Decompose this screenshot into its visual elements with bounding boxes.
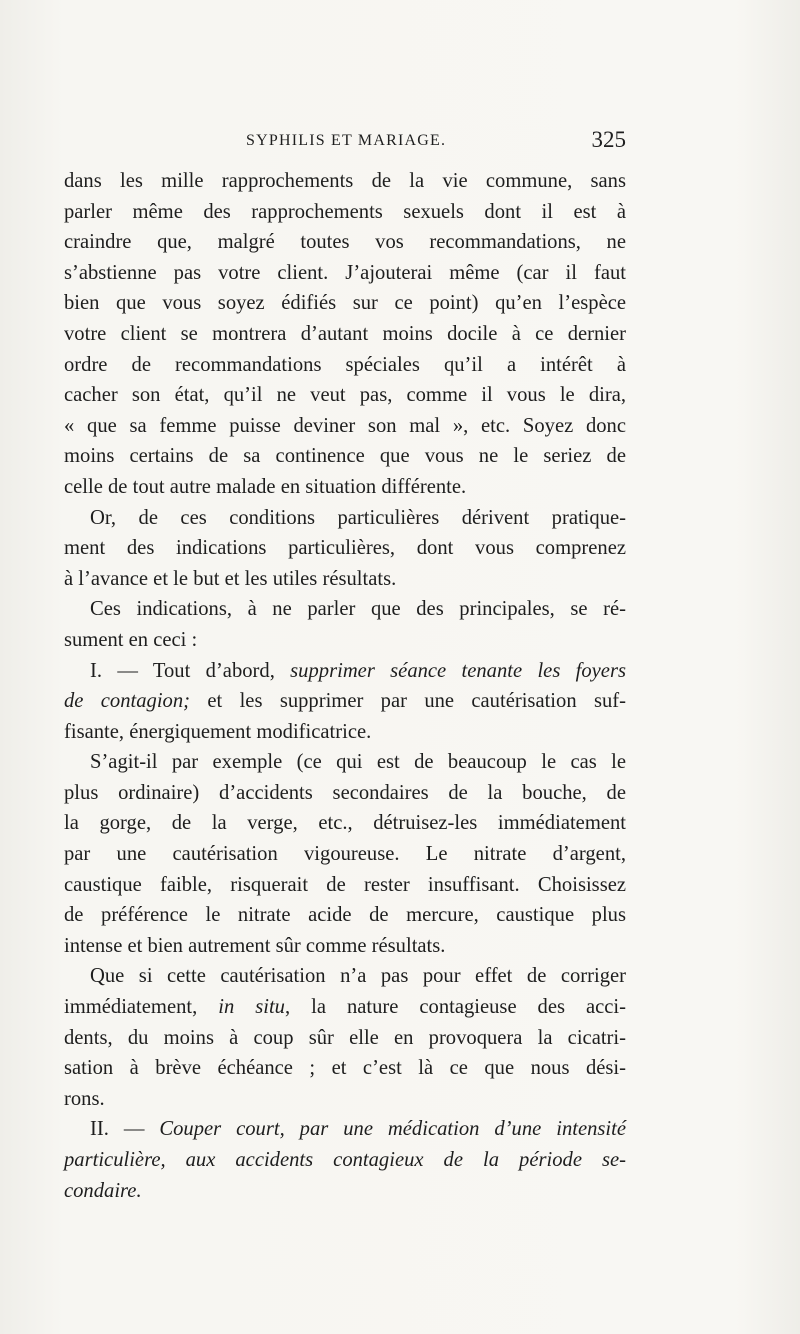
text-line: rons.	[64, 1087, 105, 1110]
text-line: intense et bien autrement sûr comme résultats.	[64, 934, 446, 957]
text-line: « que sa femme puisse deviner son mal », etc. Soyez donc	[64, 414, 626, 437]
running-title: SYPHILIS ET MARIAGE.	[246, 132, 447, 149]
text-line: parler même des rapprochements sexuels dont il est à	[64, 200, 626, 223]
text-line: s’abstienne pas votre client. J’ajouterai même (car il faut	[64, 261, 626, 284]
text-line	[64, 686, 626, 717]
text-line: par une cautérisation vigoureuse. Le nitrate d’argent,	[64, 843, 626, 866]
page-header	[246, 127, 626, 158]
text-line: votre client se montrera d’autant moins docile à ce dernier	[64, 322, 626, 345]
section-two-lead: II. —	[90, 1118, 160, 1141]
text-line: particulière, aux accidents contagieux de la période se-	[64, 1149, 626, 1171]
text-line: sation à brève échéance ; et c’est là ce que nous dési-	[64, 1057, 626, 1080]
text-line: condaire.	[64, 1179, 142, 1202]
italic-phrase: in situ	[218, 996, 285, 1019]
text-line: la gorge, de la verge, etc., détruisez-les immédiatement	[64, 812, 626, 835]
text-line: celle de tout autre malade en situation différente.	[64, 475, 467, 498]
text-line: à l’avance et le but et les utiles résultats.	[64, 567, 397, 590]
text-line: moins certains de sa continence que vous ne le seriez de	[64, 445, 626, 468]
text-line: Ces indications, à ne parler que des principales, se ré-	[90, 598, 626, 621]
text-line: plus ordinaire) d’accidents secondaires de la bouche, de	[64, 781, 626, 804]
text-line: caustique faible, risquerait de rester insuffisant. Choisissez	[64, 873, 626, 896]
text-run: et les supprimer par une cautérisation suf-	[190, 690, 626, 713]
text-run: , la nature contagieuse des acci-	[284, 996, 626, 1019]
text-line: bien que vous soyez édifiés sur ce point) qu’en l’espèce	[64, 292, 626, 315]
text-line: S’agit-il par exemple (ce qui est de beaucoup le cas le	[90, 751, 626, 774]
text-line: fisante, énergiquement modificatrice.	[64, 720, 372, 743]
text-line: Or, de ces conditions particulières dérivent pratique-	[90, 506, 626, 529]
text-line: cacher son état, qu’il ne veut pas, comme il vous le dira,	[64, 384, 626, 407]
section-two-italic: Couper court, par une médication d’une intensité	[159, 1118, 626, 1141]
text-run: immédiatement,	[64, 996, 219, 1019]
italic-phrase: de contagion;	[64, 690, 191, 713]
section-two-line	[64, 1114, 626, 1145]
text-line: ordre de recommandations spéciales qu’il a intérêt à	[64, 353, 626, 376]
text-line: de préférence le nitrate acide de mercure, caustique plus	[64, 904, 626, 927]
section-one-italic: supprimer séance tenante les foyers	[290, 659, 626, 682]
page-number: 325	[591, 127, 626, 152]
body-text	[64, 166, 626, 1206]
section-one-line	[64, 656, 626, 687]
text-line: craindre que, malgré toutes vos recommandations, ne	[64, 231, 626, 254]
section-one-lead: I. — Tout d’abord,	[90, 659, 291, 682]
text-line: sument en ceci :	[64, 628, 198, 651]
text-line: dents, du moins à coup sûr elle en provoquera la cicatri-	[64, 1026, 626, 1049]
text-line: ment des indications particulières, dont vous comprenez	[64, 537, 626, 560]
text-line: Que si cette cautérisation n’a pas pour effet de corriger	[90, 965, 626, 988]
text-line	[64, 992, 626, 1023]
text-line: dans les mille rapprochements de la vie commune, sans	[64, 170, 626, 192]
